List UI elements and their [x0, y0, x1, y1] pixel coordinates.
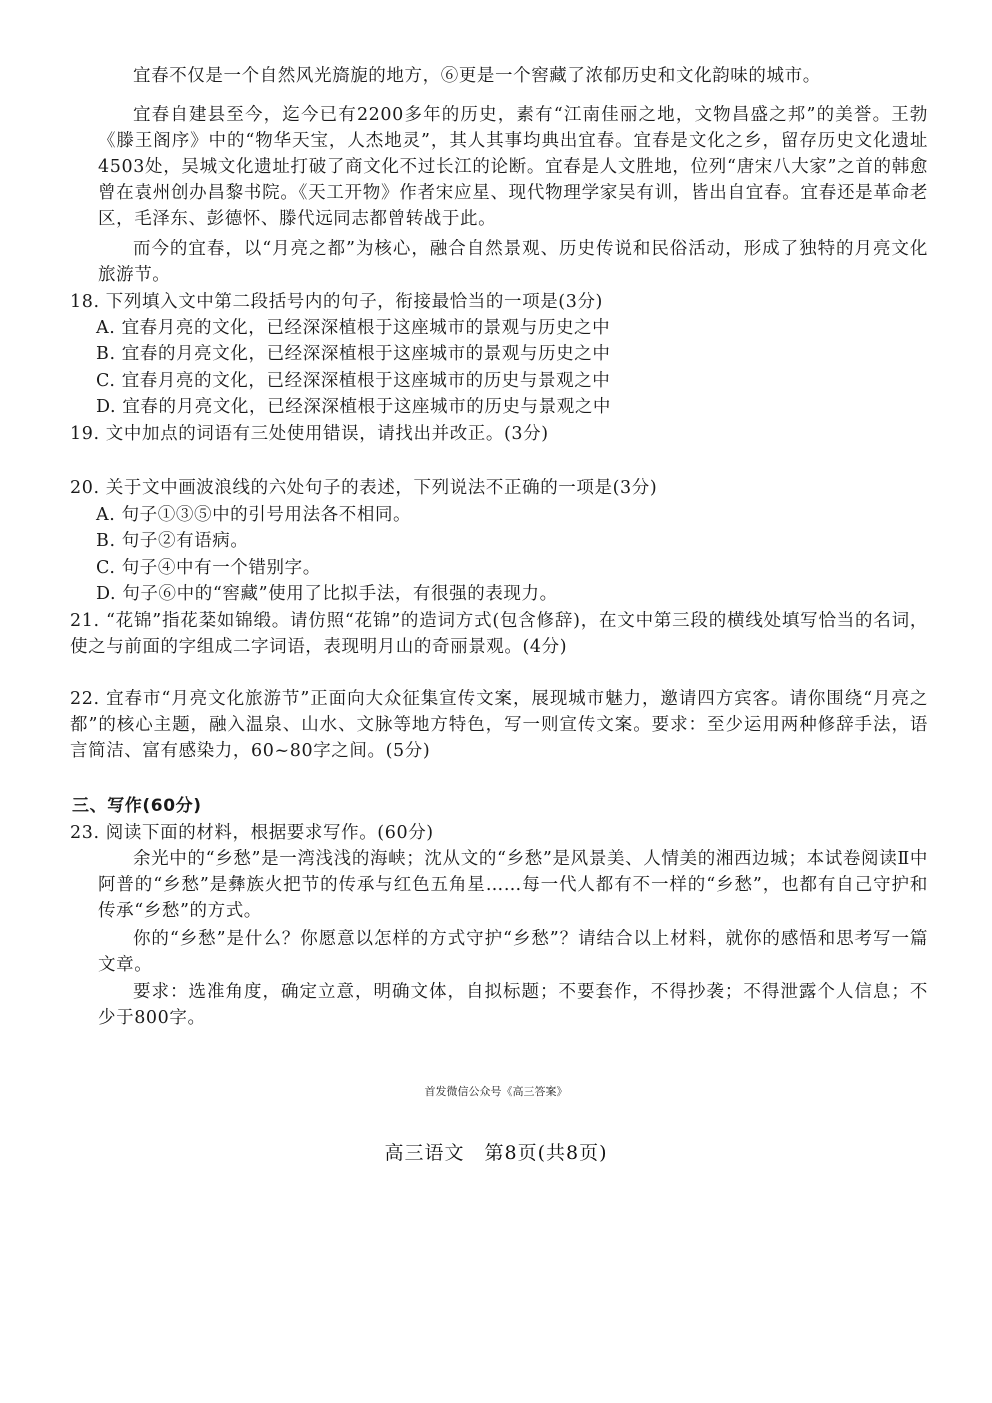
question-20-option-d: D. 句子⑥中的“窖藏”使用了比拟手法，有很强的表现力。 [96, 584, 558, 604]
passage-paragraph-2: 宜春自建县至今，迄今已有2200多年的历史，素有“江南佳丽之地，文物昌盛之邦”的美誉。王勃《滕王阁序》中的“物华天宝，人杰地灵”，其人其事均典出宜春。宜春是文化之乡，留存历史文化遗址4503处，吴城文化遗址打破了商文化不过长江的论断。宜春是人文胜地，位列“唐宋八大家”之首的韩愈曾在袁州创办昌黎书院。《天工开物》作者宋应星、现代物理学家吴有训，皆出自宜春。宜春还是革命老区，毛泽东、彭德怀、滕代远同志都曾转战于此。 [98, 105, 928, 229]
page-number: 高三语文 第8页(共8页) [384, 1142, 608, 1164]
writing-material: 余光中的“乡愁”是一湾浅浅的海峡；沈从文的“乡愁”是风景美、人情美的湘西边城；本试卷阅读Ⅱ中阿普的“乡愁”是彝族火把节的传承与红色五角星……每一代人都有不一样的“乡愁”，也都有自己守护和传承“乡愁”的方式。 [98, 849, 928, 921]
question-19-stem: 19. 文中加点的词语有三处使用错误，请找出并改正。(3分) [70, 424, 549, 444]
question-18-stem: 18. 下列填入文中第二段括号内的句子，衔接最恰当的一项是(3分) [70, 292, 603, 312]
writing-prompt: 你的“乡愁”是什么？你愿意以怎样的方式守护“乡愁”？请结合以上材料，就你的感悟和思考写一篇文章。 [98, 929, 928, 975]
question-18-option-b: B. 宜春的月亮文化，已经深深植根于这座城市的景观与历史之中 [96, 344, 611, 364]
footer-note: 首发微信公众号《高三答案》 [424, 1085, 568, 1098]
question-18-option-c: C. 宜春月亮的文化，已经深深植根于这座城市的历史与景观之中 [96, 371, 611, 391]
passage-paragraph-3: 而今的宜春，以“月亮之都”为核心，融合自然景观、历史传说和民俗活动，形成了独特的月亮文化旅游节。 [98, 239, 928, 285]
question-20-option-b: B. 句子②有语病。 [96, 531, 249, 551]
question-20-option-a: A. 句子①③⑤中的引号用法各不相同。 [96, 505, 412, 525]
writing-requirements: 要求：选准角度，确定立意，明确文体，自拟标题；不要套作，不得抄袭；不得泄露个人信息；不少于800字。 [98, 982, 928, 1028]
question-22-stem: 22. 宜春市“月亮文化旅游节”正面向大众征集宣传文案，展现城市魅力，邀请四方宾客。请你围绕“月亮之都”的核心主题，融入温泉、山水、文脉等地方特色，写一则宣传文案。要求：至少运用两种修辞手法，语言简洁、富有感染力，60~80字之间。(5分) [70, 689, 928, 761]
writing-section-title: 三、写作(60分) [72, 796, 202, 816]
passage-paragraph-1: 宜春不仅是一个自然风光旖旎的地方，⑥更是一个窖藏了浓郁历史和文化韵味的城市。 [133, 66, 821, 86]
question-23-stem: 23. 阅读下面的材料，根据要求写作。(60分) [70, 823, 434, 843]
question-21-stem: 21. “花锦”指花棻如锦缎。请仿照“花锦”的造词方式(包含修辞)，在文中第三段的横线处填写恰当的名词，使之与前面的字组成二字词语，表现明月山的奇丽景观。(4分) [70, 611, 928, 657]
question-20-option-c: C. 句子④中有一个错别字。 [96, 558, 321, 578]
question-18-option-d: D. 宜春的月亮文化，已经深深植根于这座城市的历史与景观之中 [96, 397, 612, 417]
question-20-stem: 20. 关于文中画波浪线的六处句子的表述，下列说法不正确的一项是(3分) [70, 478, 658, 498]
question-18-option-a: A. 宜春月亮的文化，已经深深植根于这座城市的景观与历史之中 [96, 318, 611, 338]
